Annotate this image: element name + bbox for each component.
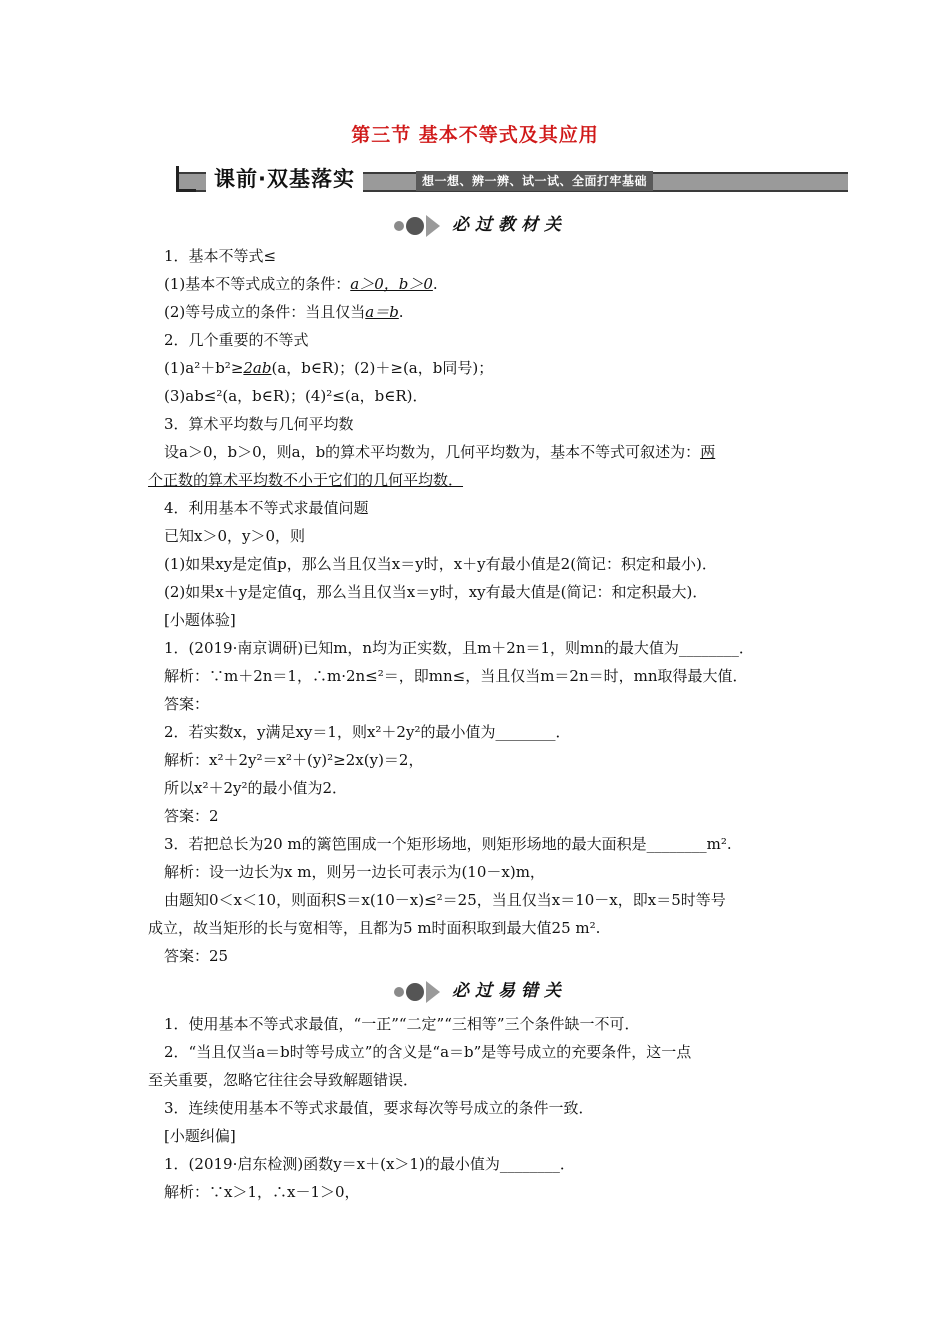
answer-underlined: 两 — [700, 443, 716, 461]
text-line: 已知x＞0，y＞0，则 — [164, 527, 306, 545]
text-span: (2)等号成立的条件：当且仅当 — [164, 303, 366, 321]
section-heading-textbook — [394, 212, 624, 240]
text-line: 1．(2019·启东检测)函数y＝x＋(x＞1)的最小值为________． — [164, 1155, 575, 1173]
text-line: 2．几个重要的不等式 — [164, 331, 309, 349]
text-line: (3)ab≤²(a，b∈R)；(4)²≤(a，b∈R)． — [164, 387, 428, 405]
text-line: (1)如果xy是定值p，那么当且仅当x＝y时，x＋y有最小值是2(简记：积定和最小)． — [164, 555, 717, 573]
banner-hook-decoration — [176, 166, 196, 192]
section-heading-label: 必过易错关 — [452, 981, 567, 1001]
text-line — [164, 302, 844, 322]
text-span: (1)a²＋b²≥ — [164, 359, 244, 377]
text-line: 1．基本不等式≤ — [164, 247, 277, 265]
text-line: 解析：x²＋2y²＝x²＋(y)²≥2x(y)＝2， — [164, 751, 424, 769]
text-line: 至关重要，忽略它往往会导致解题错误． — [148, 1071, 419, 1089]
text-line: 3．算术平均数与几何平均数 — [164, 415, 354, 433]
text-line: 1．使用基本不等式求最值，“一正”“二定”“三相等”三个条件缺一不可． — [164, 1015, 640, 1033]
text-line: 4．利用基本不等式求最值问题 — [164, 499, 369, 517]
text-span: . — [398, 303, 404, 321]
text-line: 答案：2 — [164, 807, 219, 825]
text-line: 2．若实数x，y满足xy＝1，则x²＋2y²的最小值为________． — [164, 723, 571, 741]
text-line: (2)如果x＋y是定值q，那么当且仅当x＝y时，xy有最大值是(简记：和定积最大)． — [164, 583, 708, 601]
text-line: 3．连续使用基本不等式求最值，要求每次等号成立的条件一致． — [164, 1099, 594, 1117]
text-line — [164, 274, 844, 294]
text-line — [164, 358, 844, 378]
text-line: 3．若把总长为20 m的篱笆围成一个矩形场地，则矩形场地的最大面积是________m². — [164, 835, 732, 853]
text-span: (a，b∈R)；(2)＋≥(a，b同号)； — [271, 359, 494, 377]
arrow-icon — [426, 981, 440, 1003]
section-heading-label: 必过教材关 — [452, 215, 567, 235]
text-line: 答案： — [164, 695, 210, 713]
large-dot-icon — [406, 983, 424, 1001]
small-dot-icon — [394, 987, 404, 997]
text-line: [小题纠偏] — [164, 1127, 236, 1145]
banner-sub-text: 想一想、辨一辨、试一试、全面打牢基础 — [416, 171, 653, 191]
banner-main-text: 课前·双基落实 — [206, 163, 363, 195]
answer-underlined: 2ab — [243, 359, 272, 377]
arrow-icon — [426, 215, 440, 237]
text-span: 设a＞0，b＞0，则a，b的算术平均数为，几何平均数为，基本不等式可叙述为： — [164, 443, 701, 461]
text-line — [148, 470, 828, 490]
large-dot-icon — [406, 217, 424, 235]
text-line: 答案：25 — [164, 947, 229, 965]
text-line: 所以x²＋2y²的最小值为2． — [164, 779, 348, 797]
small-dot-icon — [394, 221, 404, 231]
text-line: 解析：∵m＋2n＝1，∴m·2n≤²＝，即mn≤，当且仅当m＝2n＝时，mn取得最大值． — [164, 667, 748, 685]
text-line: 成立，故当矩形的长与宽相等，且都为5 m时面积取到最大值25 m². — [148, 919, 601, 937]
answer-underlined: a＞0，b＞0 — [350, 275, 433, 293]
text-line: 由题知0＜x＜10，则面积S＝x(10－x)≤²＝25，当且仅当x＝10－x，即x＝5时等号 — [164, 891, 726, 909]
text-line: 解析：∵x＞1，∴x－1＞0， — [164, 1183, 360, 1201]
section-banner — [176, 166, 848, 196]
text-span: . — [432, 275, 438, 293]
text-line: 解析：设一边长为x m，则另一边长可表示为(10－x)m， — [164, 863, 545, 881]
text-line: 2．“当且仅当a＝b时等号成立”的含义是“a＝b”是等号成立的充要条件，这一点 — [164, 1043, 692, 1061]
text-line: [小题体验] — [164, 611, 236, 629]
text-span: (1)基本不等式成立的条件： — [164, 275, 351, 293]
page-title: 第三节 基本不等式及其应用 — [351, 124, 599, 146]
answer-underlined: a＝b — [365, 303, 399, 321]
text-line — [164, 442, 844, 462]
section-heading-errors — [394, 978, 624, 1006]
text-line: 1．(2019·南京调研)已知m，n均为正实数，且m＋2n＝1，则mn的最大值为________． — [164, 639, 754, 657]
answer-underlined: 个正数的算术平均数不小于它们的几何平均数． — [148, 471, 464, 489]
